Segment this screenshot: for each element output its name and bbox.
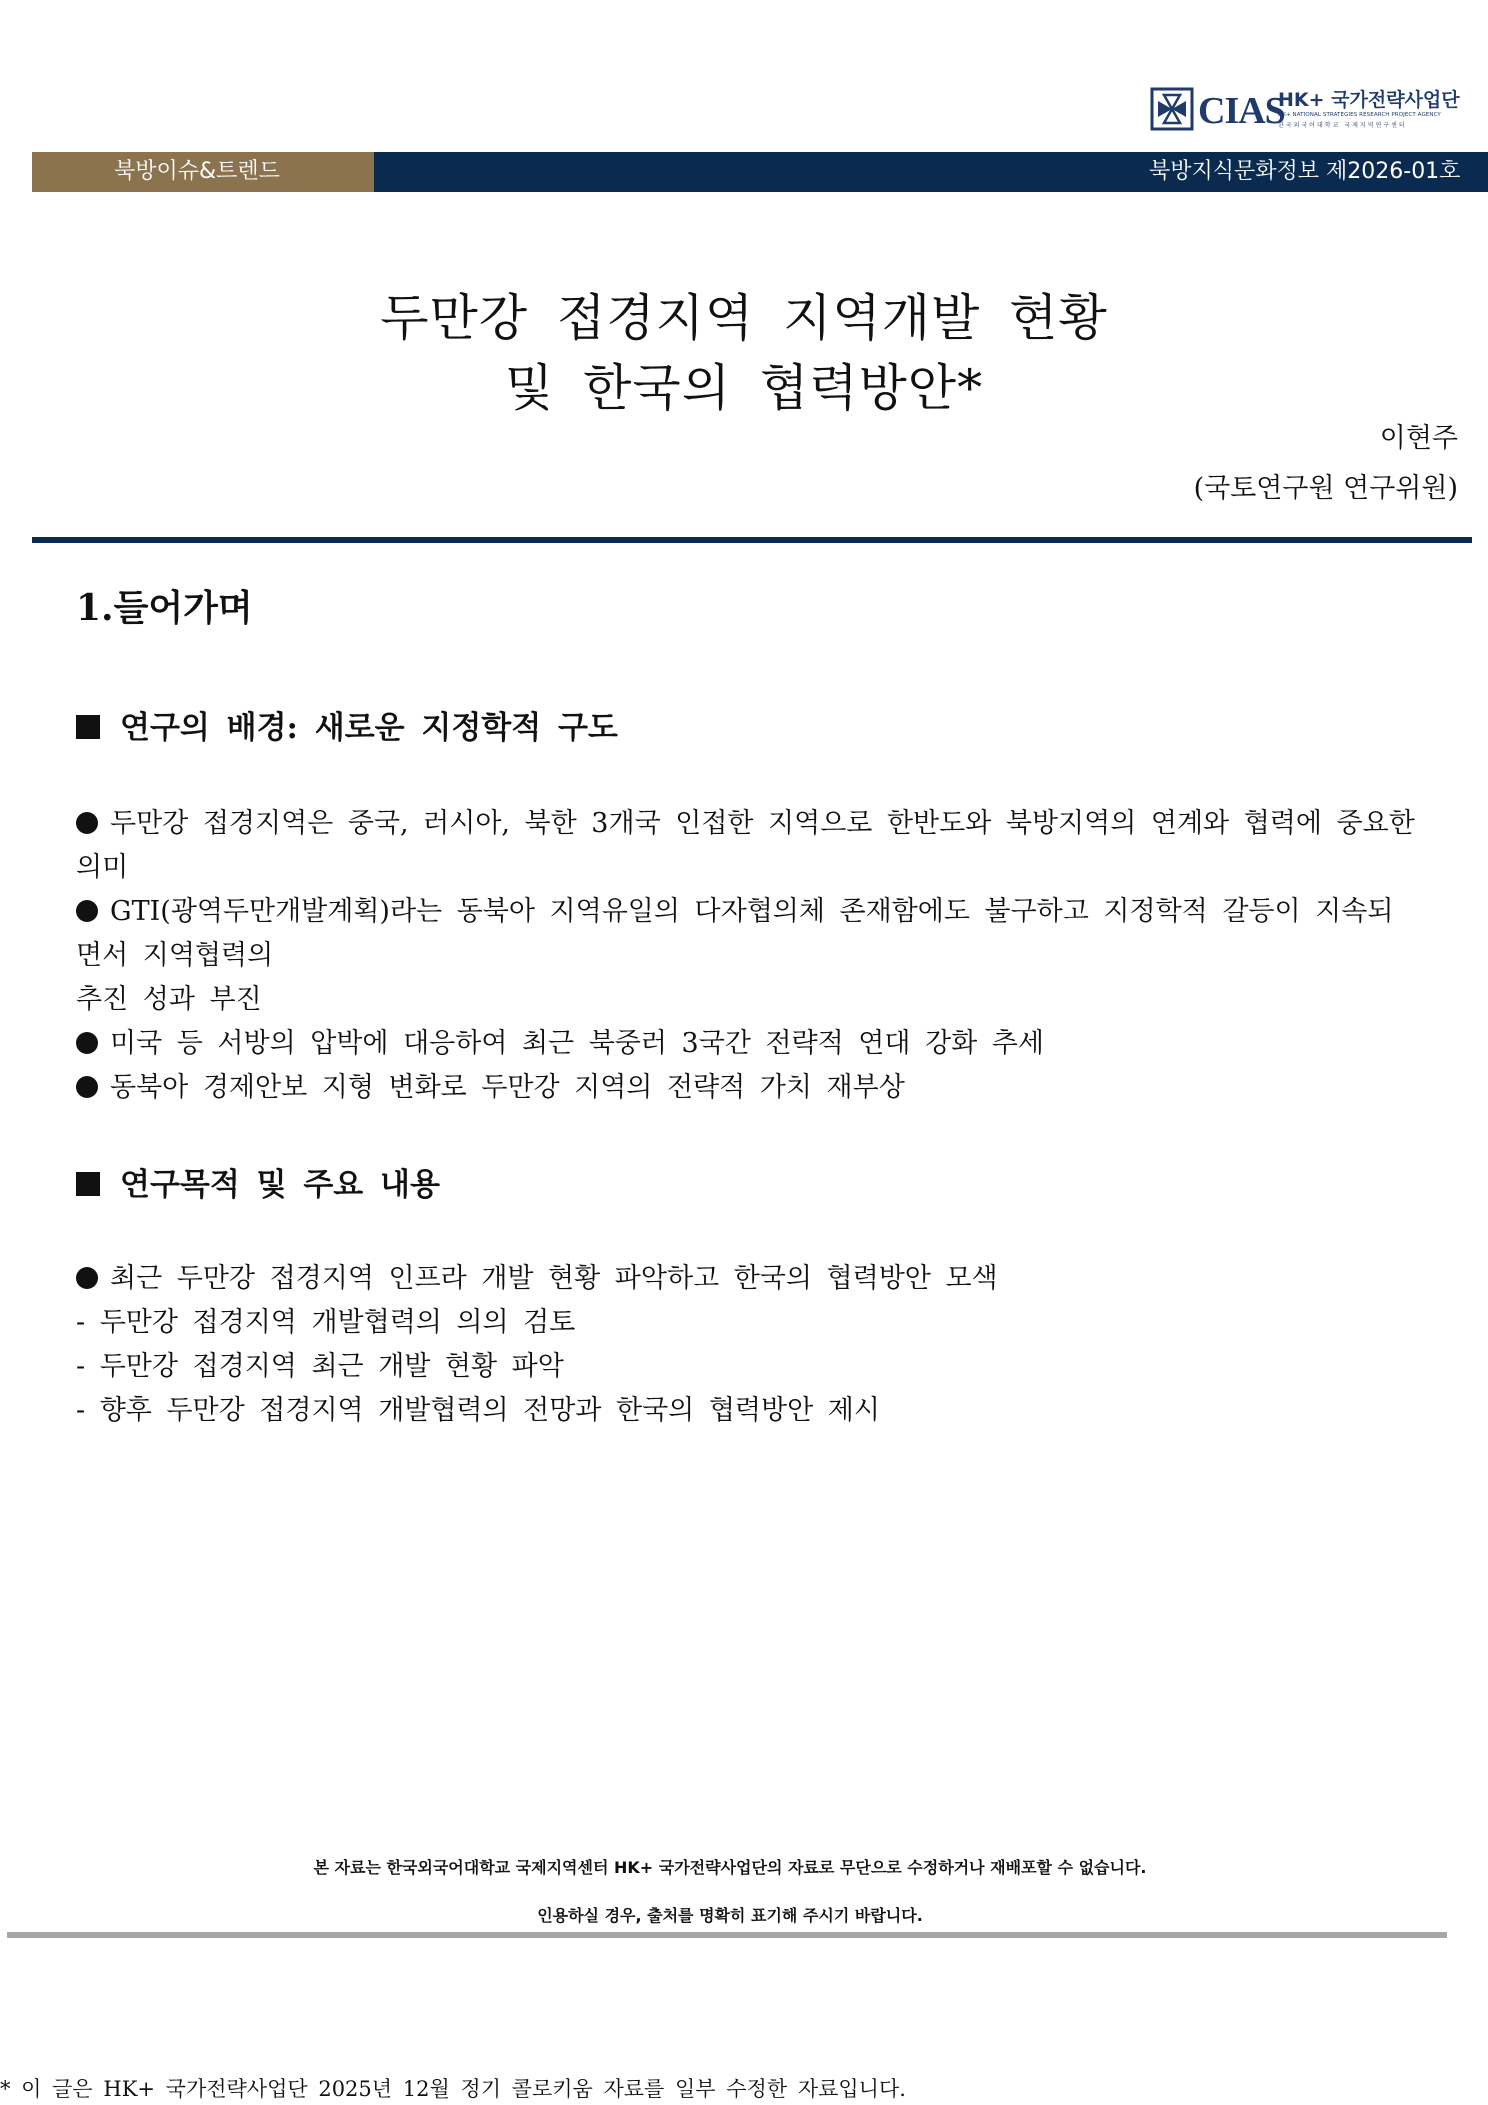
subsection-heading-text: 연구목적 및 주요 내용	[120, 1167, 440, 1203]
header-category-block	[32, 152, 374, 192]
header-category: 북방이슈&트렌드	[114, 159, 280, 184]
cias-logo-mark-icon	[1150, 87, 1194, 131]
bullet-icon	[76, 1267, 98, 1289]
purpose-list	[76, 1257, 1416, 1433]
list-item: 최근 두만강 접경지역 인프라 개발 현황 파악하고 한국의 협력방안 모색	[76, 1257, 1416, 1301]
list-item: 미국 등 서방의 압박에 대응하여 최근 북중러 3국간 전략적 연대 강화 추세	[76, 1022, 1416, 1066]
list-item: GTI(광역두만개발계획)라는 동북아 지역유일의 다자협의체 존재함에도 불구하고 지정학적 갈등이 지속되면서 지역협력의	[76, 896, 1394, 971]
logo-org-name: HK+ 국가전략사업단	[1278, 89, 1460, 111]
footer-divider	[7, 1932, 1447, 1938]
list-item: 동북아 경제안보 지형 변화로 두만강 지역의 전략적 가치 재부상	[76, 1066, 1416, 1110]
title-divider	[32, 537, 1472, 543]
document-title-line2: 및 한국의 협력방안*	[504, 359, 984, 417]
list-sub-item: - 향후 두만강 접경지역 개발협력의 전망과 한국의 협력방안 제시	[76, 1395, 880, 1426]
list-item-continuation: 추진 성과 부진	[76, 984, 262, 1015]
document-title-line1: 두만강 접경지역 지역개발 현황	[380, 289, 1108, 347]
author-name: 이현주	[1379, 423, 1458, 454]
background-list	[76, 802, 1416, 1110]
bullet-icon	[76, 812, 98, 834]
copyright-notice: 본 자료는 한국외국어대학교 국제지역센터 HK+ 국가전략사업단의 자료로 무단으로 수정하거나 재배포할 수 없습니다.	[313, 1858, 1147, 1877]
list-sub-item: - 두만강 접경지역 개발협력의 의의 검토	[76, 1307, 576, 1338]
logo-org-sub-en: HK+ NATIONAL STRATEGIES RESEARCH PROJECT AGENCY	[1278, 112, 1441, 118]
subsection-heading-purpose	[76, 1159, 440, 1204]
subsection-heading-background	[76, 702, 618, 747]
bullet-icon	[76, 900, 98, 922]
logo-text: CIAS	[1198, 90, 1285, 132]
author-affiliation: (국토연구원 연구위원)	[1193, 473, 1458, 504]
header-issue-number: 북방지식문화정보 제2026-01호	[1149, 159, 1461, 184]
section-heading: 1.들어가며	[76, 587, 253, 629]
subsection-heading-text: 연구의 배경: 새로운 지정학적 구도	[120, 710, 618, 746]
bullet-icon	[76, 1076, 98, 1098]
list-sub-item: - 두만강 접경지역 최근 개발 현황 파악	[76, 1351, 564, 1382]
list-item: 두만강 접경지역은 중국, 러시아, 북한 3개국 인접한 지역으로 한반도와 북방지역의 연계와 협력에 중요한 의미	[76, 808, 1415, 883]
citation-notice: 인용하실 경우, 출처를 명확히 표기해 주시기 바랍니다.	[537, 1906, 923, 1925]
square-bullet-icon	[76, 715, 100, 739]
square-bullet-icon	[76, 1172, 100, 1196]
bullet-icon	[76, 1032, 98, 1054]
logo-org-sub-ko: 한국외국어대학교 국제지역연구센터	[1278, 122, 1407, 129]
logo	[1150, 85, 1470, 135]
header-bar	[32, 152, 1488, 192]
footnote: * 이 글은 HK+ 국가전략사업단 2025년 12월 정기 콜로키움 자료를 일부 수정한 자료입니다.	[0, 2077, 906, 2101]
